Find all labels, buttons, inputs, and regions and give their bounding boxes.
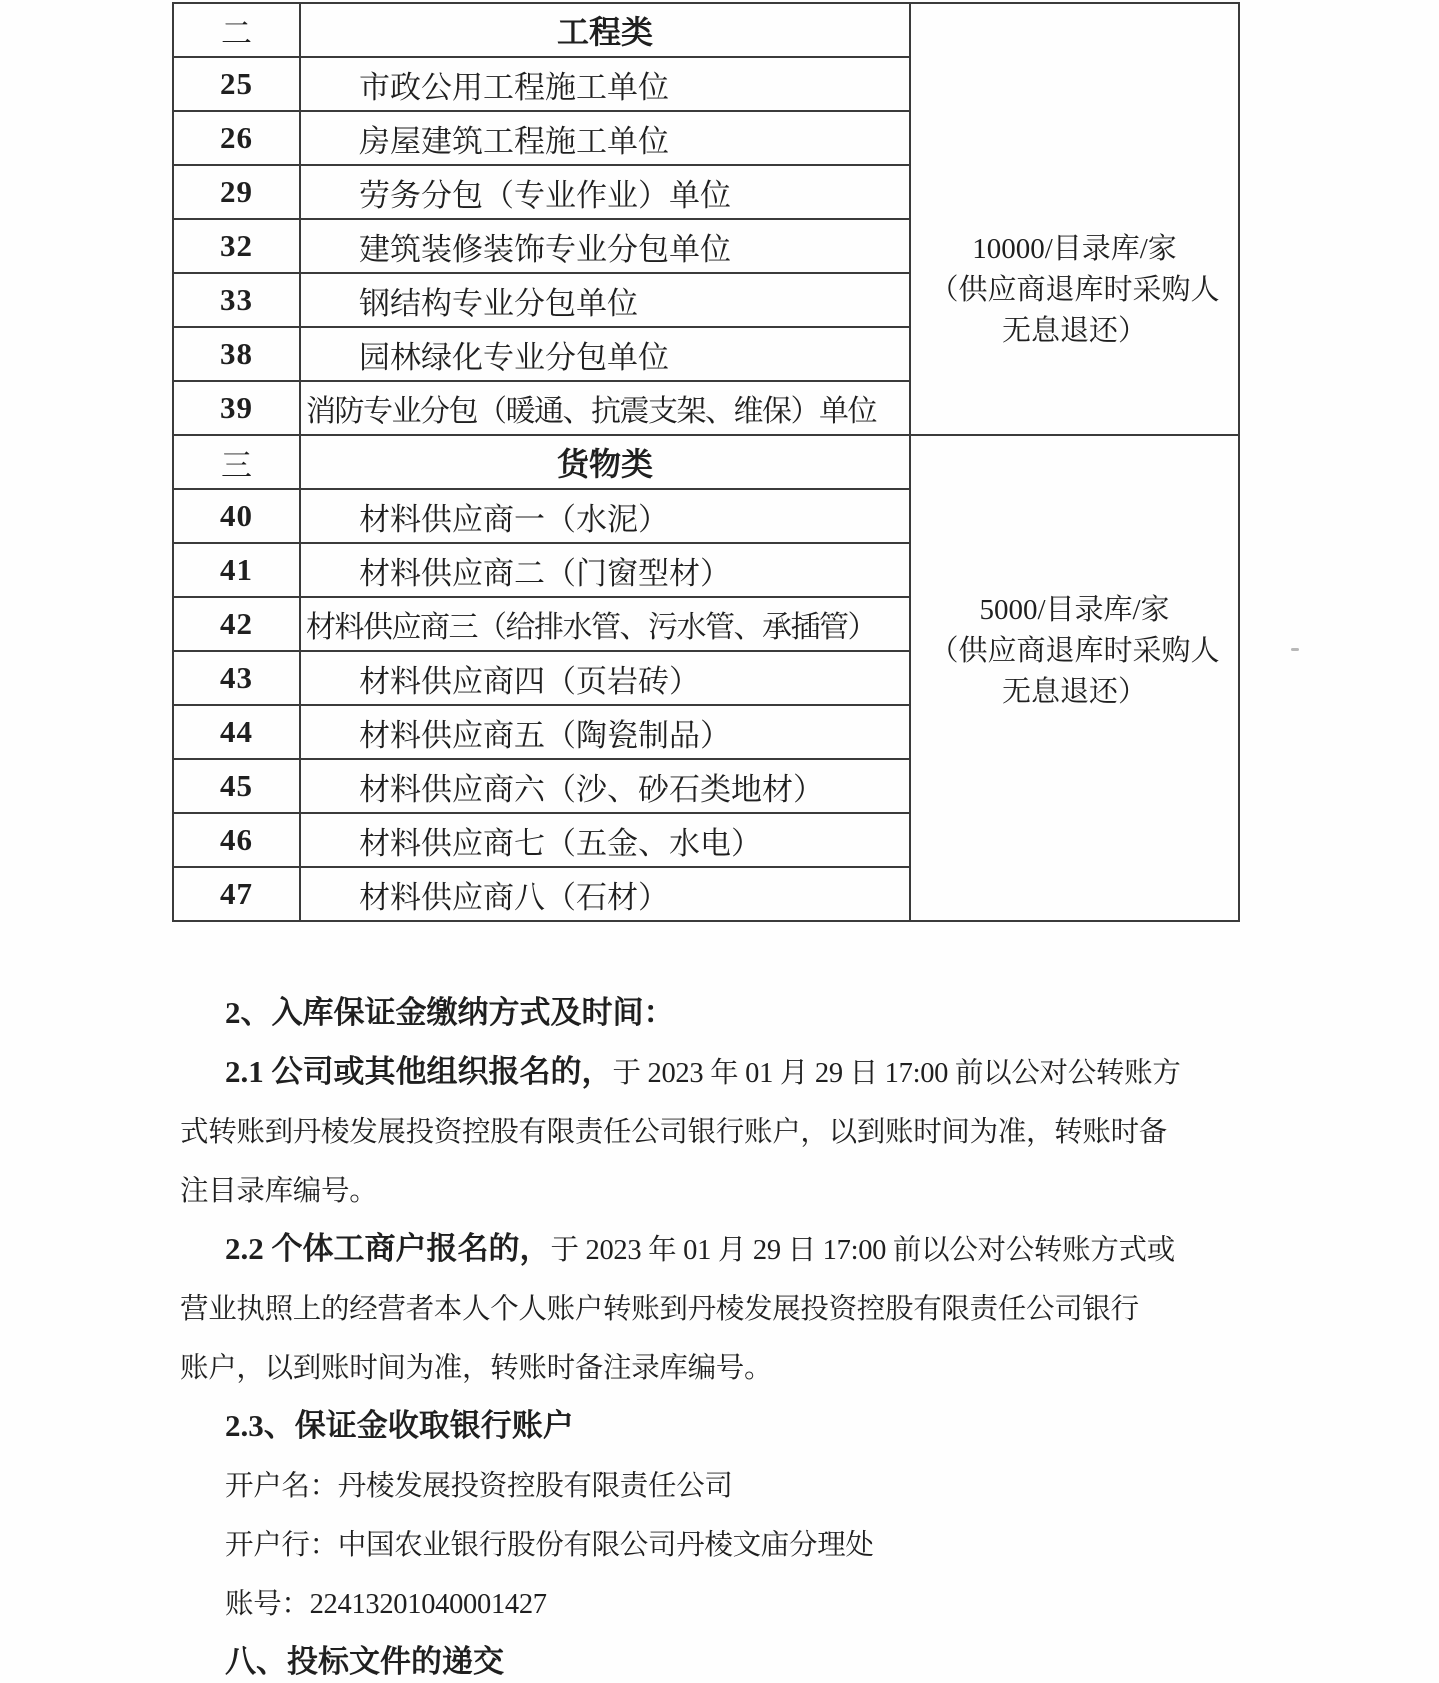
deposit-line: （供应商退库时采购人 [929,634,1220,667]
row-desc-cell: 钢结构专业分包单位 [300,273,910,327]
row-number-cell: 43 [173,651,300,705]
section-title-cell: 工程类 [300,3,910,57]
row-number-cell: 41 [173,543,300,597]
text-line: 式转账到丹棱发展投资控股有限责任公司银行账户，以到账时间为准，转账时备 [180,1117,1168,1148]
row-desc-cell: 材料供应商八（石材） [300,867,910,921]
row-desc-cell: 园林绿化专业分包单位 [300,327,910,381]
text-line-heading-2-3: 2.3、保证金收取银行账户 [225,1408,574,1443]
text-line-2-2: 2.2 个体工商户报名的，于 2023 年 01 月 29 日 17:00 前以公对公转账方式或 [225,1231,1175,1266]
row-number-cell: 29 [173,165,300,219]
row-desc-cell: 消防专业分包（暖通、抗震支架、维保）单位 [300,381,910,435]
text-line-account-name: 开户名：丹棱发展投资控股有限责任公司 [225,1471,733,1502]
row-number-cell: 40 [173,489,300,543]
text-line-2-1: 2.1 公司或其他组织报名的，于 2023 年 01 月 29 日 17:00 前以公对公转账方 [225,1054,1181,1089]
table-section-header-row [173,3,1239,57]
row-desc-cell: 建筑装修装饰专业分包单位 [300,219,910,273]
table-section-header-row [173,435,1239,489]
row-desc-cell: 劳务分包（专业作业）单位 [300,165,910,219]
row-desc-cell: 材料供应商二（门窗型材） [300,543,910,597]
row-number-cell: 33 [173,273,300,327]
row-desc-cell: 材料供应商三（给排水管、污水管、承插管） [300,597,910,651]
deposit-cell [910,435,1239,921]
row-number-cell: 25 [173,57,300,111]
section-number-cell: 二 [173,3,300,57]
row-number-cell: 39 [173,381,300,435]
row-desc-cell: 材料供应商七（五金、水电） [300,813,910,867]
section-title-cell: 货物类 [300,435,910,489]
row-number-cell: 47 [173,867,300,921]
row-number-cell: 42 [173,597,300,651]
deposit-line: 5000/目录库/家 [979,593,1170,626]
row-desc-cell: 材料供应商一（水泥） [300,489,910,543]
text-line-heading-2: 2、入库保证金缴纳方式及时间： [225,995,675,1030]
row-number-cell: 32 [173,219,300,273]
row-number-cell: 26 [173,111,300,165]
deposit-line: 无息退还） [1001,675,1147,708]
row-number-cell: 45 [173,759,300,813]
row-number-cell: 44 [173,705,300,759]
row-desc-cell: 材料供应商四（页岩砖） [300,651,910,705]
deposit-line: （供应商退库时采购人 [929,273,1220,306]
text-line: 注目录库编号。 [180,1176,378,1207]
text-line-account-number: 账号：22413201040001427 [225,1589,547,1620]
deposit-line: 10000/目录库/家 [972,232,1177,265]
section-number-cell: 三 [173,435,300,489]
row-desc-cell: 材料供应商六（沙、砂石类地材） [300,759,910,813]
row-number-cell: 38 [173,327,300,381]
text-line: 账户，以到账时间为准，转账时备注录库编号。 [180,1353,773,1384]
text-line: 营业执照上的经营者本人个人账户转账到丹棱发展投资控股有限责任公司银行 [180,1294,1139,1325]
row-desc-cell: 材料供应商五（陶瓷制品） [300,705,910,759]
row-number-cell: 46 [173,813,300,867]
deposit-table [172,2,1240,922]
body-text [180,983,1390,1683]
scan-artifact [1291,648,1299,651]
deposit-line: 无息退还） [1001,314,1147,347]
row-desc-cell: 市政公用工程施工单位 [300,57,910,111]
deposit-cell [910,3,1239,435]
row-desc-cell: 房屋建筑工程施工单位 [300,111,910,165]
text-line-heading-8: 八、投标文件的递交 [225,1644,504,1679]
text-line-bank-branch: 开户行：中国农业银行股份有限公司丹棱文庙分理处 [225,1530,874,1561]
